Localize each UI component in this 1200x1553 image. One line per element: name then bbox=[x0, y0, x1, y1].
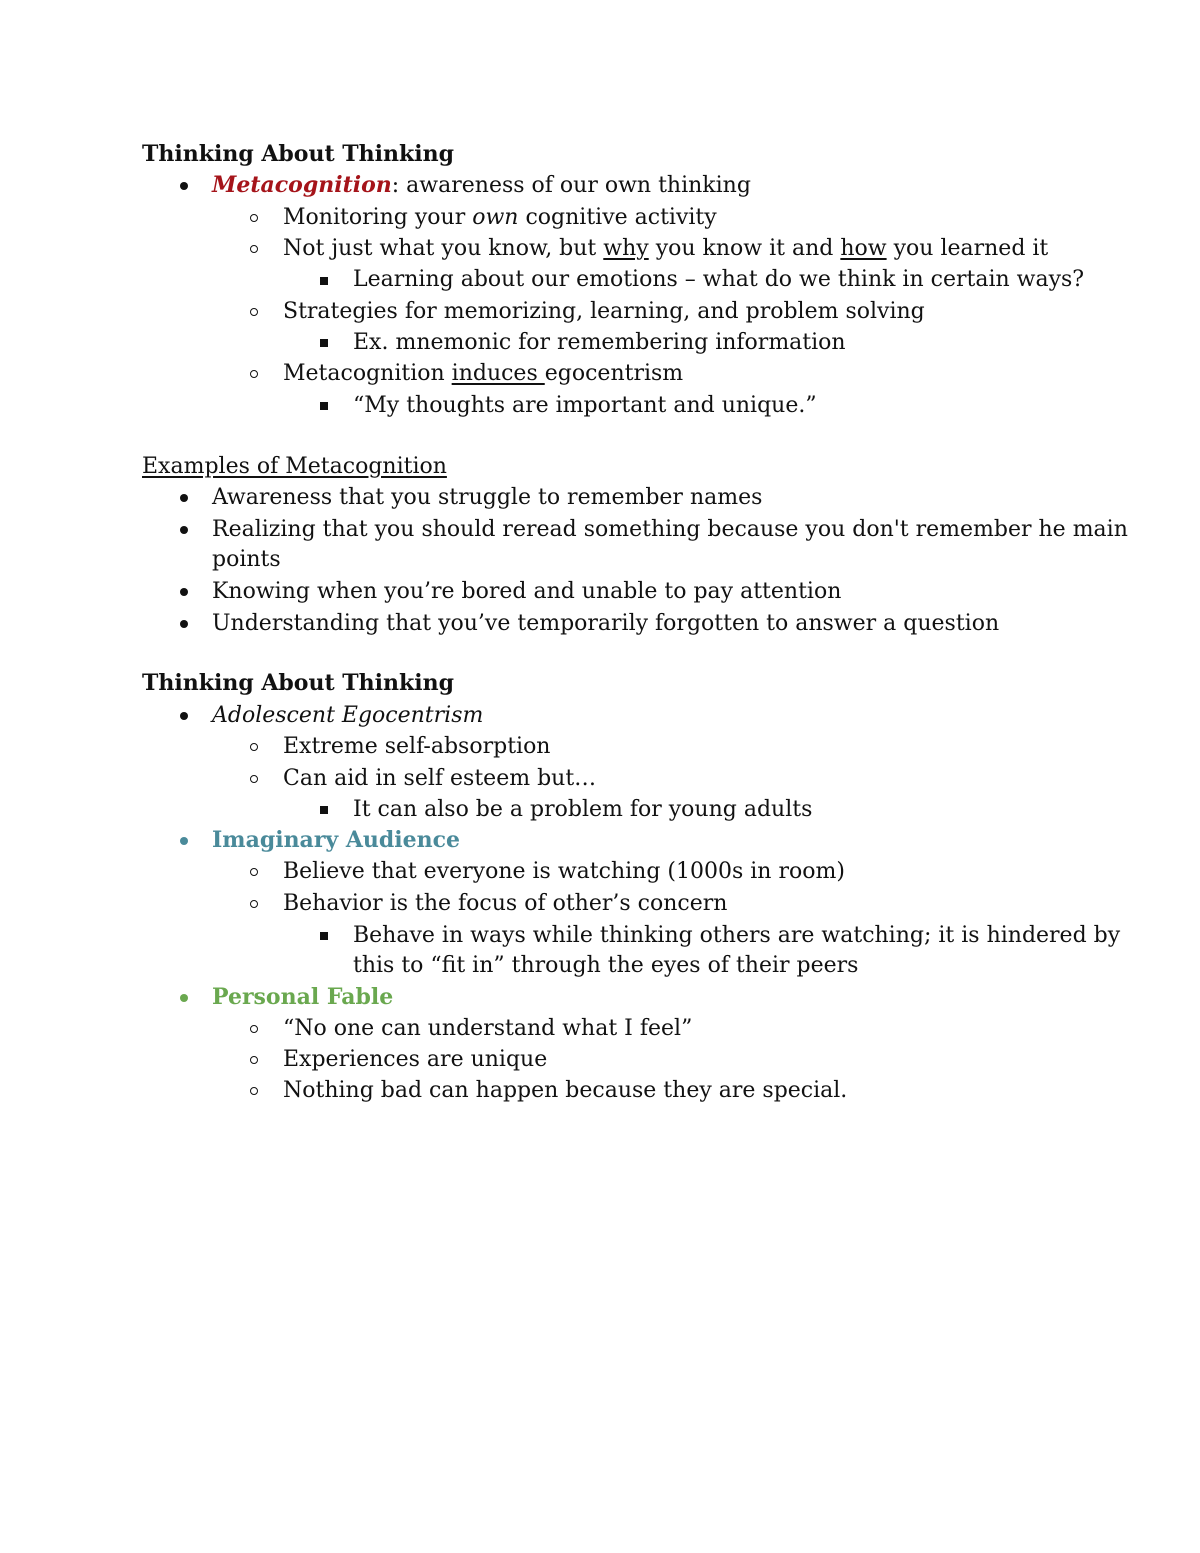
list-item bbox=[283, 233, 1048, 264]
list-item: Understanding that you’ve temporarily forgotten to answer a question bbox=[212, 611, 1000, 636]
section-heading: Thinking About Thinking bbox=[142, 141, 454, 167]
text-span: you know it and bbox=[648, 236, 841, 261]
list-item: Learning about our emotions – what do we think in certain ways? bbox=[353, 267, 1085, 292]
bullet-circle-icon bbox=[250, 370, 258, 378]
bullet-circle-icon bbox=[250, 868, 258, 876]
bullet-circle-icon bbox=[250, 1025, 258, 1033]
bullet-circle-icon bbox=[250, 214, 258, 222]
bullet-square-icon bbox=[320, 932, 328, 940]
bullet-circle-icon bbox=[250, 775, 258, 783]
list-item: Awareness that you struggle to remember names bbox=[212, 485, 763, 510]
list-item: Realizing that you should reread something because you don't remember he main bbox=[212, 517, 1128, 542]
list-item-continuation: points bbox=[212, 547, 281, 572]
text-span: Not just what you know, but bbox=[283, 236, 604, 261]
list-item-imaginary-audience: Imaginary Audience bbox=[212, 827, 461, 853]
list-item: Adolescent Egocentrism bbox=[212, 703, 484, 728]
bullet-dot-icon bbox=[180, 712, 188, 720]
list-item-personal-fable: Personal Fable bbox=[212, 984, 394, 1010]
underlined-text: how bbox=[840, 236, 887, 261]
bullet-square-icon bbox=[320, 806, 328, 814]
text-span: egocentrism bbox=[544, 361, 684, 386]
underlined-text: why bbox=[603, 236, 649, 261]
bullet-dot-icon bbox=[180, 837, 188, 845]
section-heading: Examples of Metacognition bbox=[142, 454, 447, 479]
bullet-circle-icon bbox=[250, 1087, 258, 1095]
list-item: Behavior is the focus of other’s concern bbox=[283, 891, 728, 916]
list-item bbox=[212, 170, 751, 201]
list-item: “No one can understand what I feel” bbox=[283, 1016, 693, 1041]
list-item: “My thoughts are important and unique.” bbox=[353, 393, 817, 418]
list-item: Can aid in self esteem but… bbox=[283, 766, 597, 791]
text-span: Monitoring your bbox=[283, 205, 473, 230]
bullet-circle-icon bbox=[250, 743, 258, 751]
list-item: Extreme self-absorption bbox=[283, 734, 551, 759]
bullet-circle-icon bbox=[250, 900, 258, 908]
underlined-text: induces bbox=[451, 361, 545, 386]
bullet-square-icon bbox=[320, 339, 328, 347]
bullet-dot-icon bbox=[180, 526, 188, 534]
bullet-square-icon bbox=[320, 277, 328, 285]
bullet-circle-icon bbox=[250, 245, 258, 253]
list-item: Behave in ways while thinking others are watching; it is hindered by bbox=[353, 923, 1121, 948]
text-span: you learned it bbox=[886, 236, 1049, 261]
bullet-square-icon bbox=[320, 402, 328, 410]
bullet-dot-icon bbox=[180, 494, 188, 502]
list-item: It can also be a problem for young adults bbox=[353, 797, 813, 822]
text-span: Metacognition bbox=[283, 361, 452, 386]
text-span: cognitive activity bbox=[518, 205, 717, 230]
list-item: Strategies for memorizing, learning, and problem solving bbox=[283, 299, 925, 324]
list-item: Nothing bad can happen because they are special. bbox=[283, 1078, 848, 1103]
list-item: Ex. mnemonic for remembering information bbox=[353, 330, 846, 355]
list-item: Knowing when you’re bored and unable to pay attention bbox=[212, 579, 842, 604]
list-item bbox=[283, 202, 717, 233]
list-item: Experiences are unique bbox=[283, 1047, 548, 1072]
section-heading: Thinking About Thinking bbox=[142, 670, 454, 696]
list-item-continuation: this to “fit in” through the eyes of their peers bbox=[353, 953, 859, 978]
bullet-circle-icon bbox=[250, 1056, 258, 1064]
list-item: Believe that everyone is watching (1000s in room) bbox=[283, 859, 845, 884]
bullet-dot-icon bbox=[180, 994, 188, 1002]
emphasis-text: own bbox=[472, 205, 519, 230]
bullet-circle-icon bbox=[250, 308, 258, 316]
bullet-dot-icon bbox=[180, 182, 188, 190]
bullet-dot-icon bbox=[180, 620, 188, 628]
list-item bbox=[283, 358, 683, 389]
term-metacognition: Metacognition bbox=[212, 172, 392, 198]
definition-text: : awareness of our own thinking bbox=[391, 173, 751, 198]
bullet-dot-icon bbox=[180, 588, 188, 596]
